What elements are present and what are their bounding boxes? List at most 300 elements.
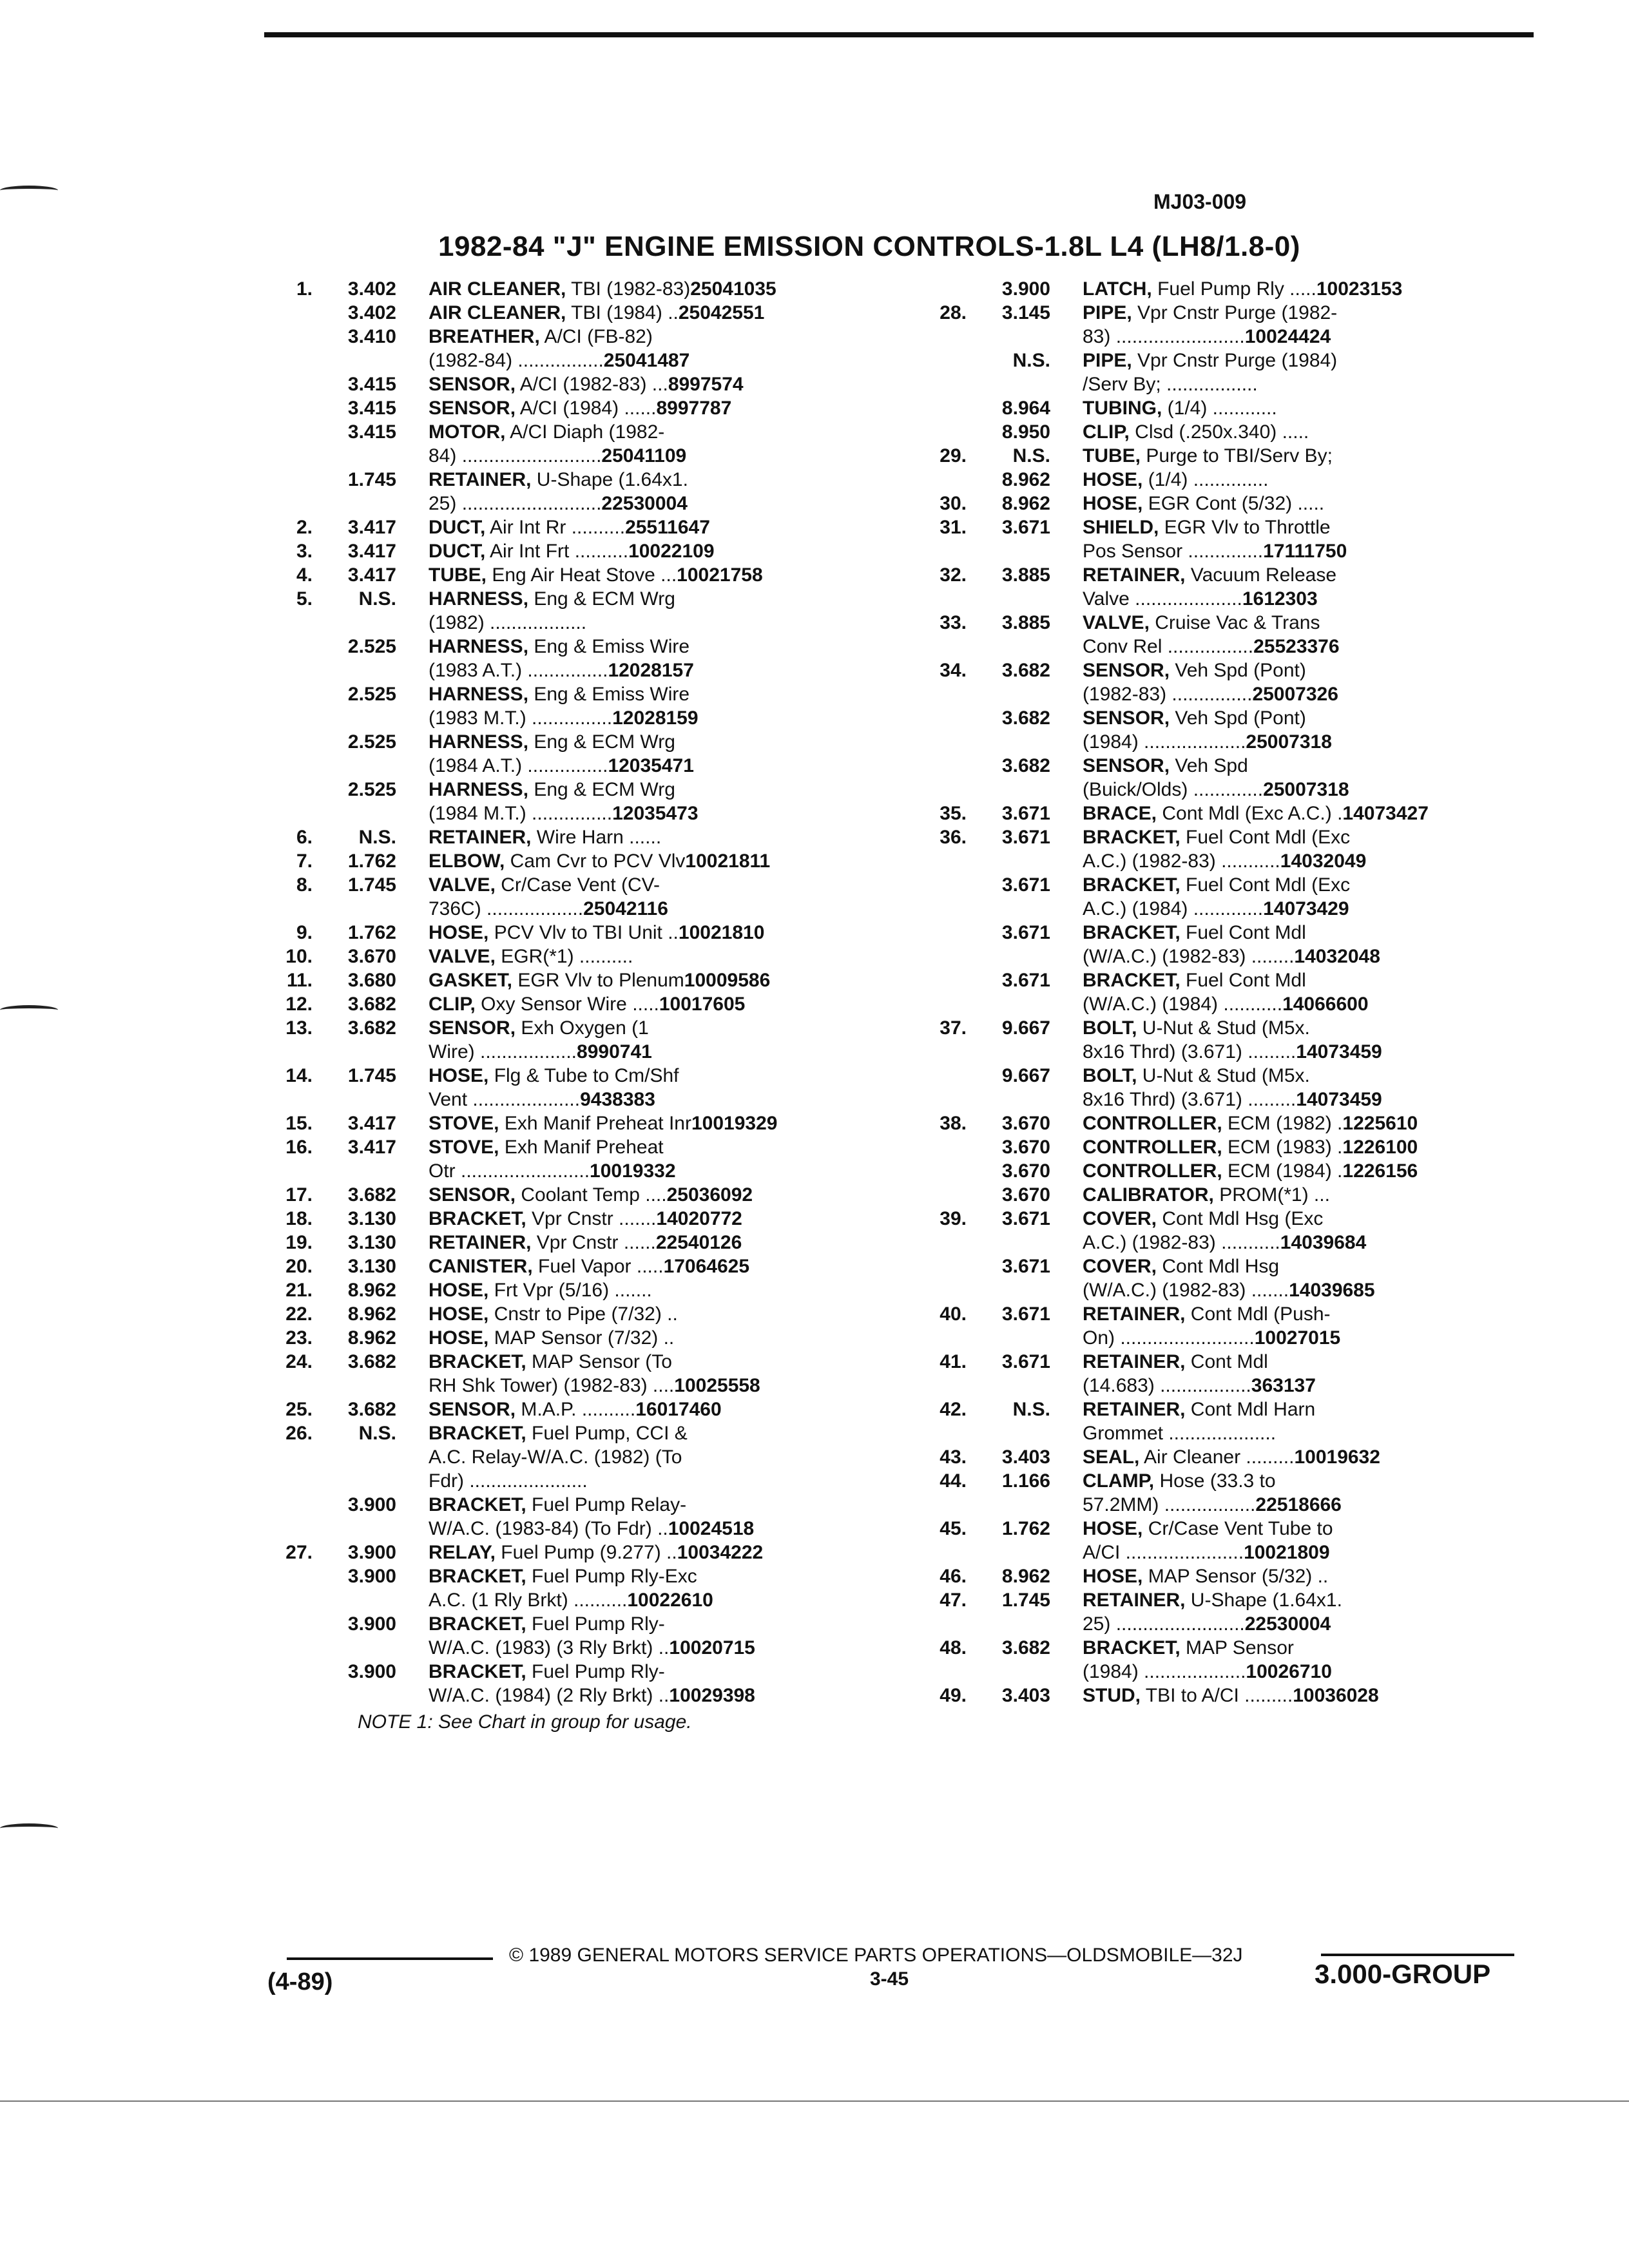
group-number: 3.682	[347, 1399, 396, 1420]
part-entry	[267, 1398, 886, 1421]
group-number: 1.745	[1001, 1590, 1050, 1611]
part-name: STOVE,	[429, 1137, 499, 1158]
part-entry	[921, 706, 1556, 754]
part-description	[429, 563, 886, 587]
part-entry	[267, 635, 886, 682]
part-detail: Cont Mdl Hsg (W/A.C.) (1982-83) .......	[1083, 1256, 1289, 1301]
part-entry	[921, 754, 1556, 802]
part-entry	[921, 563, 1556, 611]
group-number: 9.667	[1001, 1065, 1050, 1086]
group-number: 1.166	[1001, 1470, 1050, 1492]
part-name: SENSOR,	[1083, 755, 1170, 776]
group-number: 3.900	[347, 1661, 396, 1682]
part-number: 14073429	[1263, 898, 1349, 919]
part-description	[1083, 420, 1556, 444]
part-detail: ECM (1984) .	[1222, 1160, 1343, 1182]
part-entry	[921, 1111, 1556, 1135]
usage-note: NOTE 1: See Chart in group for usage.	[358, 1711, 692, 1733]
part-name: BRACKET,	[1083, 827, 1181, 848]
part-number: 10034222	[677, 1542, 764, 1563]
ref-number: 7.	[296, 850, 313, 872]
part-number: 25007318	[1246, 731, 1332, 753]
ref-number: 27.	[285, 1542, 313, 1563]
part-detail: Eng & ECM Wrg (1984 M.T.) ...............	[429, 779, 675, 824]
part-entry	[921, 1588, 1556, 1636]
part-detail: Fuel Cont Mdl (W/A.C.) (1982-83) ........	[1083, 922, 1306, 967]
part-entry	[267, 515, 886, 539]
part-detail: Vpr Cnstr Purge (1982- 83) ........................	[1083, 302, 1338, 347]
part-detail: (1/4) ..............	[1142, 469, 1269, 490]
part-description	[429, 849, 886, 873]
part-description	[1083, 349, 1556, 396]
ref-number: 35.	[940, 803, 967, 824]
part-description	[1083, 396, 1556, 420]
part-entry	[267, 325, 886, 372]
ref-number: 25.	[285, 1399, 313, 1420]
group-number: 3.671	[1001, 922, 1050, 943]
part-name: HOSE,	[429, 1303, 489, 1325]
group-number: 3.145	[1001, 302, 1050, 323]
part-entry	[921, 1064, 1556, 1111]
part-description	[429, 1231, 886, 1254]
group-number: 3.410	[347, 326, 396, 347]
ref-number: 6.	[296, 827, 313, 848]
part-detail: Purge to TBI/Serv By;	[1141, 445, 1333, 466]
part-name: RETAINER,	[429, 1232, 532, 1253]
part-description	[1083, 802, 1556, 825]
ref-number: 43.	[940, 1446, 967, 1468]
group-number: 8.962	[1001, 493, 1050, 514]
part-description	[1083, 1302, 1556, 1350]
part-name: TUBE,	[429, 564, 487, 586]
group-number: 1.762	[1001, 1518, 1050, 1539]
ref-number: 22.	[285, 1303, 313, 1325]
group-number: 8.964	[1001, 398, 1050, 419]
part-entry	[267, 1350, 886, 1398]
part-description	[1083, 1016, 1556, 1064]
ref-number: 12.	[285, 994, 313, 1015]
part-number: 10021811	[685, 850, 771, 872]
part-description	[429, 420, 886, 468]
part-name: MOTOR,	[429, 421, 506, 443]
group-number: 3.885	[1001, 612, 1050, 633]
part-description	[1083, 1135, 1556, 1159]
part-entry	[267, 372, 886, 396]
part-detail: Eng & ECM Wrg (1984 A.T.) ...............	[429, 731, 675, 776]
ref-number: 29.	[940, 445, 967, 466]
part-detail: Flg & Tube to Cm/Shf Vent ....................	[429, 1065, 679, 1110]
part-entry	[267, 992, 886, 1016]
part-description	[429, 1541, 886, 1564]
part-detail: Cont Mdl (14.683) .................	[1083, 1351, 1268, 1396]
part-description	[1083, 1350, 1556, 1398]
part-name: CANISTER,	[429, 1256, 533, 1277]
footer-rule	[1321, 1954, 1514, 1956]
part-detail: Exh Manif Preheat Inr	[499, 1113, 691, 1134]
part-entry	[921, 1636, 1556, 1684]
part-number: 1225610	[1342, 1113, 1418, 1134]
part-detail: Cnstr to Pipe (7/32) ..	[488, 1303, 678, 1325]
ref-number: 32.	[940, 564, 967, 586]
part-description	[1083, 1684, 1556, 1707]
part-name: RELAY,	[429, 1542, 496, 1563]
part-detail: Wire Harn ......	[531, 827, 662, 848]
part-entry	[921, 301, 1556, 349]
group-number: 8.962	[347, 1303, 396, 1325]
part-description	[429, 682, 886, 730]
part-name: HARNESS,	[429, 779, 529, 800]
part-name: STOVE,	[429, 1113, 499, 1134]
part-detail: Air Cleaner .........	[1139, 1446, 1295, 1468]
part-name: PIPE,	[1083, 350, 1132, 371]
part-description	[429, 1398, 886, 1421]
group-number: 1.745	[347, 469, 396, 490]
part-description	[429, 1254, 886, 1278]
part-detail: Vpr Cnstr .......	[526, 1208, 657, 1229]
part-number: 363137	[1251, 1375, 1316, 1396]
group-number: 3.670	[1001, 1113, 1050, 1134]
group-number: 3.417	[347, 1113, 396, 1134]
part-description	[429, 468, 886, 515]
part-number: 10019332	[590, 1160, 676, 1182]
part-entry	[267, 1541, 886, 1564]
part-name: BOLT,	[1083, 1017, 1137, 1039]
part-name: SENSOR,	[429, 1017, 516, 1039]
part-name: ELBOW,	[429, 850, 505, 872]
group-number: 3.670	[1001, 1137, 1050, 1158]
part-description	[1083, 1398, 1556, 1445]
part-name: BOLT,	[1083, 1065, 1137, 1086]
part-description	[429, 1493, 886, 1541]
part-entry	[267, 1254, 886, 1278]
ref-number: 28.	[940, 302, 967, 323]
part-entry	[921, 1135, 1556, 1159]
part-name: HOSE,	[429, 1327, 489, 1349]
part-number: 14073459	[1296, 1089, 1382, 1110]
group-number: 1.762	[347, 850, 396, 872]
part-detail: Fuel Pump Rly-Exc A.C. (1 Rly Brkt) ..........	[429, 1566, 697, 1611]
part-detail: ECM (1983) .	[1222, 1137, 1343, 1158]
group-number: 1.745	[347, 1065, 396, 1086]
group-number: 8.962	[1001, 469, 1050, 490]
part-name: COVER,	[1083, 1256, 1157, 1277]
part-entry	[921, 873, 1556, 921]
group-number: 3.417	[347, 541, 396, 562]
part-description	[1083, 825, 1556, 873]
part-description	[1083, 444, 1556, 468]
group-number: N.S.	[358, 588, 396, 610]
part-name: VALVE,	[429, 946, 496, 967]
group-number: 3.403	[1001, 1685, 1050, 1706]
part-number: 17064625	[663, 1256, 750, 1277]
part-entry	[267, 1421, 886, 1493]
ref-number: 1.	[296, 278, 313, 300]
part-entry	[267, 1207, 886, 1231]
part-name: DUCT,	[429, 517, 486, 538]
part-detail: Oxy Sensor Wire .....	[475, 994, 659, 1015]
part-detail: A/CI (1984) ......	[516, 398, 657, 419]
part-detail: PCV Vlv to TBI Unit ..	[488, 922, 679, 943]
top-rule	[264, 32, 1534, 37]
group-number: 3.670	[1001, 1160, 1050, 1182]
group-number: 8.962	[1001, 1566, 1050, 1587]
part-number: 8997574	[668, 374, 744, 395]
part-description	[429, 1183, 886, 1207]
part-name: RETAINER,	[1083, 564, 1186, 586]
part-name: HOSE,	[1083, 1518, 1143, 1539]
part-entry	[921, 658, 1556, 706]
ref-number: 15.	[285, 1113, 313, 1134]
part-number: 25041035	[690, 278, 776, 300]
part-number: 22540126	[655, 1232, 742, 1253]
part-description	[429, 1350, 886, 1398]
part-entry	[921, 1564, 1556, 1588]
group-number: 2.525	[347, 636, 396, 657]
scan-mark	[0, 186, 58, 195]
part-description	[1083, 706, 1556, 754]
part-name: HOSE,	[429, 922, 489, 943]
part-entry	[921, 468, 1556, 492]
part-entry	[267, 1660, 886, 1707]
part-name: SHIELD,	[1083, 517, 1159, 538]
part-number: 12035473	[612, 803, 699, 824]
scan-mark	[0, 1005, 58, 1015]
bottom-rule	[0, 2100, 1629, 2102]
part-detail: U-Nut & Stud (M5x. 8x16 Thrd) (3.671) .........	[1083, 1065, 1310, 1110]
part-entry	[267, 1612, 886, 1660]
group-number: 3.900	[1001, 278, 1050, 300]
part-description	[429, 945, 886, 968]
part-description	[1083, 563, 1556, 611]
part-detail: M.A.P. ..........	[516, 1399, 636, 1420]
part-number: 25042551	[678, 302, 765, 323]
group-number: 3.402	[347, 302, 396, 323]
group-number: 3.900	[347, 1494, 396, 1515]
group-number: 3.670	[347, 946, 396, 967]
part-detail: A/CI (1982-83) ...	[516, 374, 668, 395]
ref-number: 24.	[285, 1351, 313, 1372]
group-number: 3.682	[1001, 1637, 1050, 1658]
part-name: BRACKET,	[1083, 970, 1181, 991]
part-number: 25041487	[603, 350, 690, 371]
group-number: 3.415	[347, 374, 396, 395]
part-description	[429, 1302, 886, 1326]
part-number: 1226156	[1342, 1160, 1418, 1182]
group-number: 3.403	[1001, 1446, 1050, 1468]
group-number: 9.667	[1001, 1017, 1050, 1039]
ref-number: 38.	[940, 1113, 967, 1134]
part-detail: Vpr Cnstr Purge (1984) /Serv By; .................	[1083, 350, 1338, 395]
part-description	[1083, 1111, 1556, 1135]
part-description	[429, 372, 886, 396]
part-number: 22530004	[1244, 1613, 1331, 1635]
part-description	[1083, 968, 1556, 1016]
part-number: 25511647	[625, 517, 710, 538]
group-number: 3.671	[1001, 827, 1050, 848]
part-name: RETAINER,	[429, 827, 532, 848]
part-entry	[267, 1064, 886, 1111]
group-number: 8.962	[347, 1280, 396, 1301]
part-detail: Fuel Pump Relay- W/A.C. (1983-84) (To Fdr) ..	[429, 1494, 687, 1539]
parts-list-left	[267, 277, 886, 1734]
ref-number: 16.	[285, 1137, 313, 1158]
part-detail: Fuel Pump (9.277) ..	[495, 1542, 677, 1563]
parts-list-right	[921, 277, 1556, 1707]
ref-number: 49.	[940, 1685, 967, 1706]
part-description	[429, 1064, 886, 1111]
group-number: 3.417	[347, 564, 396, 586]
part-description	[429, 730, 886, 778]
part-number: 12028157	[608, 660, 694, 681]
ref-number: 41.	[940, 1351, 967, 1372]
ref-number: 48.	[940, 1637, 967, 1658]
group-number: 3.885	[1001, 564, 1050, 586]
part-detail: Coolant Temp ....	[516, 1184, 667, 1206]
ref-number: 10.	[285, 946, 313, 967]
part-description	[429, 1660, 886, 1707]
part-description	[1083, 277, 1556, 301]
ref-number: 4.	[296, 564, 313, 586]
group-number: N.S.	[358, 1423, 396, 1444]
part-entry	[921, 1517, 1556, 1564]
group-number: N.S.	[1012, 1399, 1050, 1420]
part-name: BRACKET,	[429, 1208, 526, 1229]
group-number: 3.682	[347, 1184, 396, 1206]
part-number: 10021758	[677, 564, 763, 586]
part-detail: Vacuum Release Valve ....................	[1083, 564, 1337, 610]
part-name: SENSOR,	[429, 374, 516, 395]
part-entry	[267, 945, 886, 968]
part-detail: MAP Sensor (To RH Shk Tower) (1982-83) ....	[429, 1351, 675, 1396]
ref-number: 45.	[940, 1518, 967, 1539]
part-description	[429, 396, 886, 420]
part-entry	[267, 277, 886, 301]
part-description	[429, 1278, 886, 1302]
part-entry	[921, 1302, 1556, 1350]
part-name: RETAINER,	[1083, 1351, 1186, 1372]
part-number: 22530004	[601, 493, 688, 514]
part-name: BRACKET,	[429, 1661, 526, 1682]
footer-copyright: © 1989 GENERAL MOTORS SERVICE PARTS OPERATIONS—OLDSMOBILE—32J	[509, 1945, 1243, 1966]
part-name: BRACE,	[1083, 803, 1157, 824]
part-description	[429, 1207, 886, 1231]
ref-number: 40.	[940, 1303, 967, 1325]
part-name: VALVE,	[1083, 612, 1150, 633]
part-number: 10019632	[1294, 1446, 1380, 1468]
part-number: 10026710	[1246, 1661, 1332, 1682]
part-description	[1083, 1254, 1556, 1302]
group-number: 3.682	[1001, 660, 1050, 681]
part-number: 25041109	[601, 445, 687, 466]
part-name: RETAINER,	[1083, 1303, 1186, 1325]
part-name: LATCH,	[1083, 278, 1152, 300]
part-detail: Cruise Vac & Trans Conv Rel ................	[1083, 612, 1320, 657]
part-detail: PROM(*1) ...	[1213, 1184, 1330, 1206]
part-number: 1226100	[1342, 1137, 1418, 1158]
part-detail: TBI (1982-83)	[566, 278, 691, 300]
part-number: 14020772	[656, 1208, 742, 1229]
group-label: 3.000-GROUP	[1315, 1959, 1491, 1989]
part-description	[1083, 468, 1556, 492]
part-name: CALIBRATOR,	[1083, 1184, 1214, 1206]
part-description	[429, 587, 886, 635]
part-detail: Fuel Pump, CCI & A.C. Relay-W/A.C. (1982) (To Fdr) ......................	[429, 1423, 688, 1492]
part-entry	[921, 825, 1556, 873]
part-number: 25007318	[1263, 779, 1349, 800]
part-detail: Eng & ECM Wrg (1982) ..................	[429, 588, 675, 633]
part-entry	[267, 1231, 886, 1254]
part-number: 25523376	[1253, 636, 1340, 657]
part-detail: Air Int Frt ..........	[485, 541, 629, 562]
part-name: BRACKET,	[429, 1613, 526, 1635]
part-description	[1083, 515, 1556, 563]
part-entry	[921, 420, 1556, 444]
part-description	[1083, 754, 1556, 802]
group-number: N.S.	[358, 827, 396, 848]
group-number: 3.415	[347, 398, 396, 419]
part-detail: Eng & Emiss Wire (1983 M.T.) ...............	[429, 684, 690, 729]
part-description	[1083, 921, 1556, 968]
part-detail: Eng & Emiss Wire (1983 A.T.) ...............	[429, 636, 690, 681]
part-detail: A/CI Diaph (1982- 84) ..........................	[429, 421, 665, 466]
ref-number: 11.	[286, 970, 313, 991]
group-number: 3.682	[347, 994, 396, 1015]
group-number: 2.525	[347, 731, 396, 753]
part-entry	[267, 587, 886, 635]
part-entry	[267, 873, 886, 921]
group-number: 8.950	[1001, 421, 1050, 443]
group-number: 8.962	[347, 1327, 396, 1349]
ref-number: 21.	[285, 1280, 313, 1301]
part-name: HOSE,	[1083, 493, 1143, 514]
ref-number: 19.	[285, 1232, 313, 1253]
part-detail: Cont Mdl (Exc A.C.) .	[1157, 803, 1343, 824]
part-detail: Air Int Rr ..........	[485, 517, 626, 538]
ref-number: 23.	[285, 1327, 313, 1349]
part-description	[429, 301, 886, 325]
group-number: 3.900	[347, 1613, 396, 1635]
part-name: HOSE,	[429, 1280, 489, 1301]
part-name: BRACKET,	[429, 1351, 526, 1372]
part-description	[1083, 301, 1556, 349]
part-number: 10020715	[669, 1637, 755, 1658]
part-detail: Cam Cvr to PCV Vlv	[505, 850, 686, 872]
part-detail: Clsd (.250x.340) .....	[1129, 421, 1309, 443]
part-entry	[267, 849, 886, 873]
part-detail: EGR Vlv to Plenum	[512, 970, 684, 991]
group-number: 3.415	[347, 421, 396, 443]
part-name: PIPE,	[1083, 302, 1132, 323]
part-entry	[267, 1278, 886, 1302]
part-detail: Fuel Pump Rly- W/A.C. (1984) (2 Rly Brkt) ..	[429, 1661, 670, 1706]
part-detail: Cont Mdl Harn Grommet ....................	[1083, 1399, 1316, 1444]
part-detail: Cr/Case Vent Tube to A/CI ......................	[1083, 1518, 1333, 1563]
part-number: 12028159	[612, 707, 699, 729]
ref-number: 31.	[940, 517, 967, 538]
part-description	[1083, 1517, 1556, 1564]
ref-number: 9.	[296, 922, 313, 943]
part-detail: Fuel Pump Rly- W/A.C. (1983) (3 Rly Brkt) ..	[429, 1613, 670, 1658]
part-description	[1083, 1064, 1556, 1111]
part-detail: MAP Sensor (7/32) ..	[488, 1327, 675, 1349]
part-description	[429, 539, 886, 563]
page-title: 1982-84 "J" ENGINE EMISSION CONTROLS-1.8L L4 (LH8/1.8-0)	[438, 231, 1300, 262]
part-name: DUCT,	[429, 541, 486, 562]
part-number: 10025558	[674, 1375, 760, 1396]
part-number: 14073427	[1342, 803, 1429, 824]
part-entry	[267, 420, 886, 468]
group-number: N.S.	[1012, 350, 1050, 371]
